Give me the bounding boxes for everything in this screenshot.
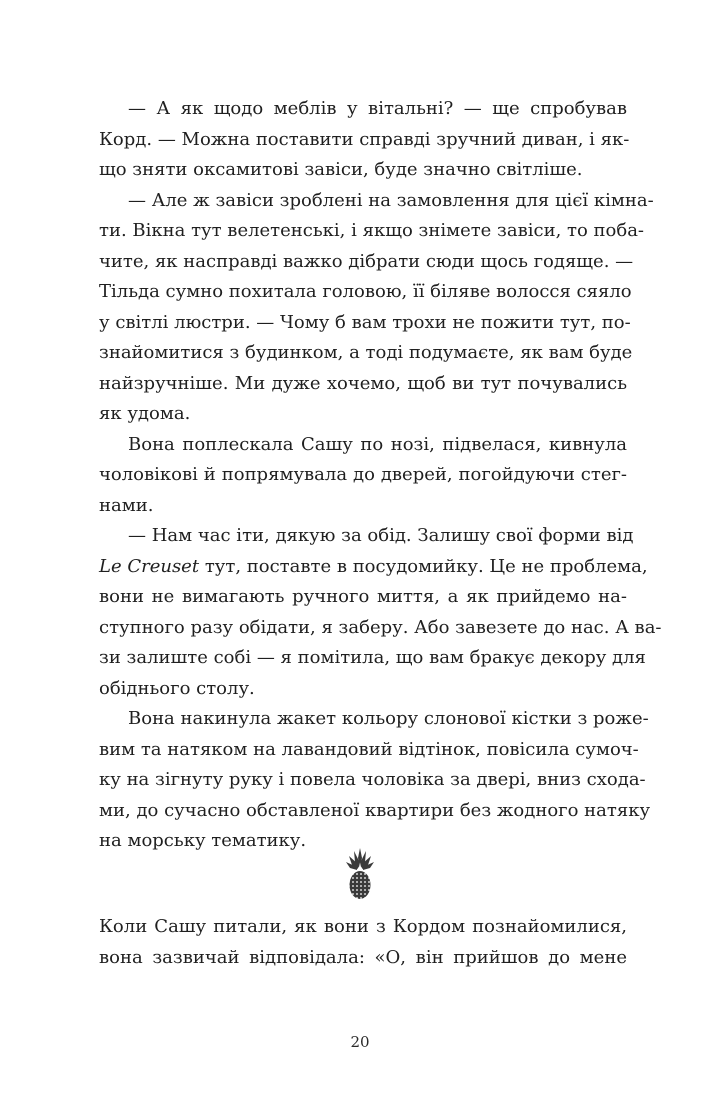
text-line: Корд. — Можна поставити справді зручний диван, і як- [99,128,630,150]
text-line: ми, до сучасно обставленої квартири без жодного натяку [99,799,651,821]
text-line: вона зазвичай відповідала: «О, він прийшов до мене [99,946,627,968]
text-line: чоловікові й попрямувала до дверей, погойдуючи стег- [99,464,627,485]
text-line: у світлі люстри. — Чому б вам трохи не пожити тут, по- [99,311,631,333]
text-line: — Але ж завіси зроблені на замовлення для цієї кімна- [128,189,654,211]
brand-name: Le Creuset [99,555,200,577]
text-fragment: тут, поставте в посудомийку. Це не проблема, [204,555,648,577]
text-line: ку на зігнуту руку і повела чоловіка за двері, вниз схода- [99,769,646,790]
text-line: вони не вимагають ручного миття, а як прийдемо на- [99,586,627,607]
text-line: — Нам час іти, дякую за обід. Залишу свої форми від [128,525,634,546]
text-line: нами. [99,494,154,516]
text-line: найзручніше. Ми дуже хочемо, щоб ви тут почувались [99,372,627,394]
text-line: ступного разу обідати, я заберу. Або завезете до нас. А ва- [99,616,662,638]
text-line: — А як щодо меблів у вітальні? — ще спробував [128,98,627,119]
text-line: як удома. [99,403,191,424]
text-line: Вона накинула жакет кольору слонової кістки з роже- [128,708,649,729]
text-line: зи залиште собі — я помітила, що вам бракує декору для [99,647,646,668]
text-line [99,552,648,583]
section-text [99,912,627,973]
text-line: ти. Вікна тут велетенські, і якщо знімете завіси, то поба- [99,220,645,241]
text-line: знайомитися з будинком, а тоді подумаєте, як вам буде [99,342,633,363]
text-line: що зняти оксамитові завіси, буде значно світліше. [99,159,583,180]
pineapple-icon [343,848,377,900]
text-line: Вона поплескала Сашу по нозі, підвелася, кивнула [128,433,627,455]
text-line: на морську тематику. [99,830,307,851]
text-line: обіднього столу. [99,677,255,699]
text-line: вим та натяком на лавандовий відтінок, повісила сумоч- [99,738,639,760]
page-number: 20 [350,1033,370,1051]
text-line: Тільда сумно похитала головою, її біляве волосся сяяло [99,281,632,302]
text-line: чите, як насправді важко дібрати сюди щось годяще. — [99,250,634,272]
main-text [99,94,662,857]
text-line: Коли Сашу питали, як вони з Кордом познайомилися, [99,916,627,937]
